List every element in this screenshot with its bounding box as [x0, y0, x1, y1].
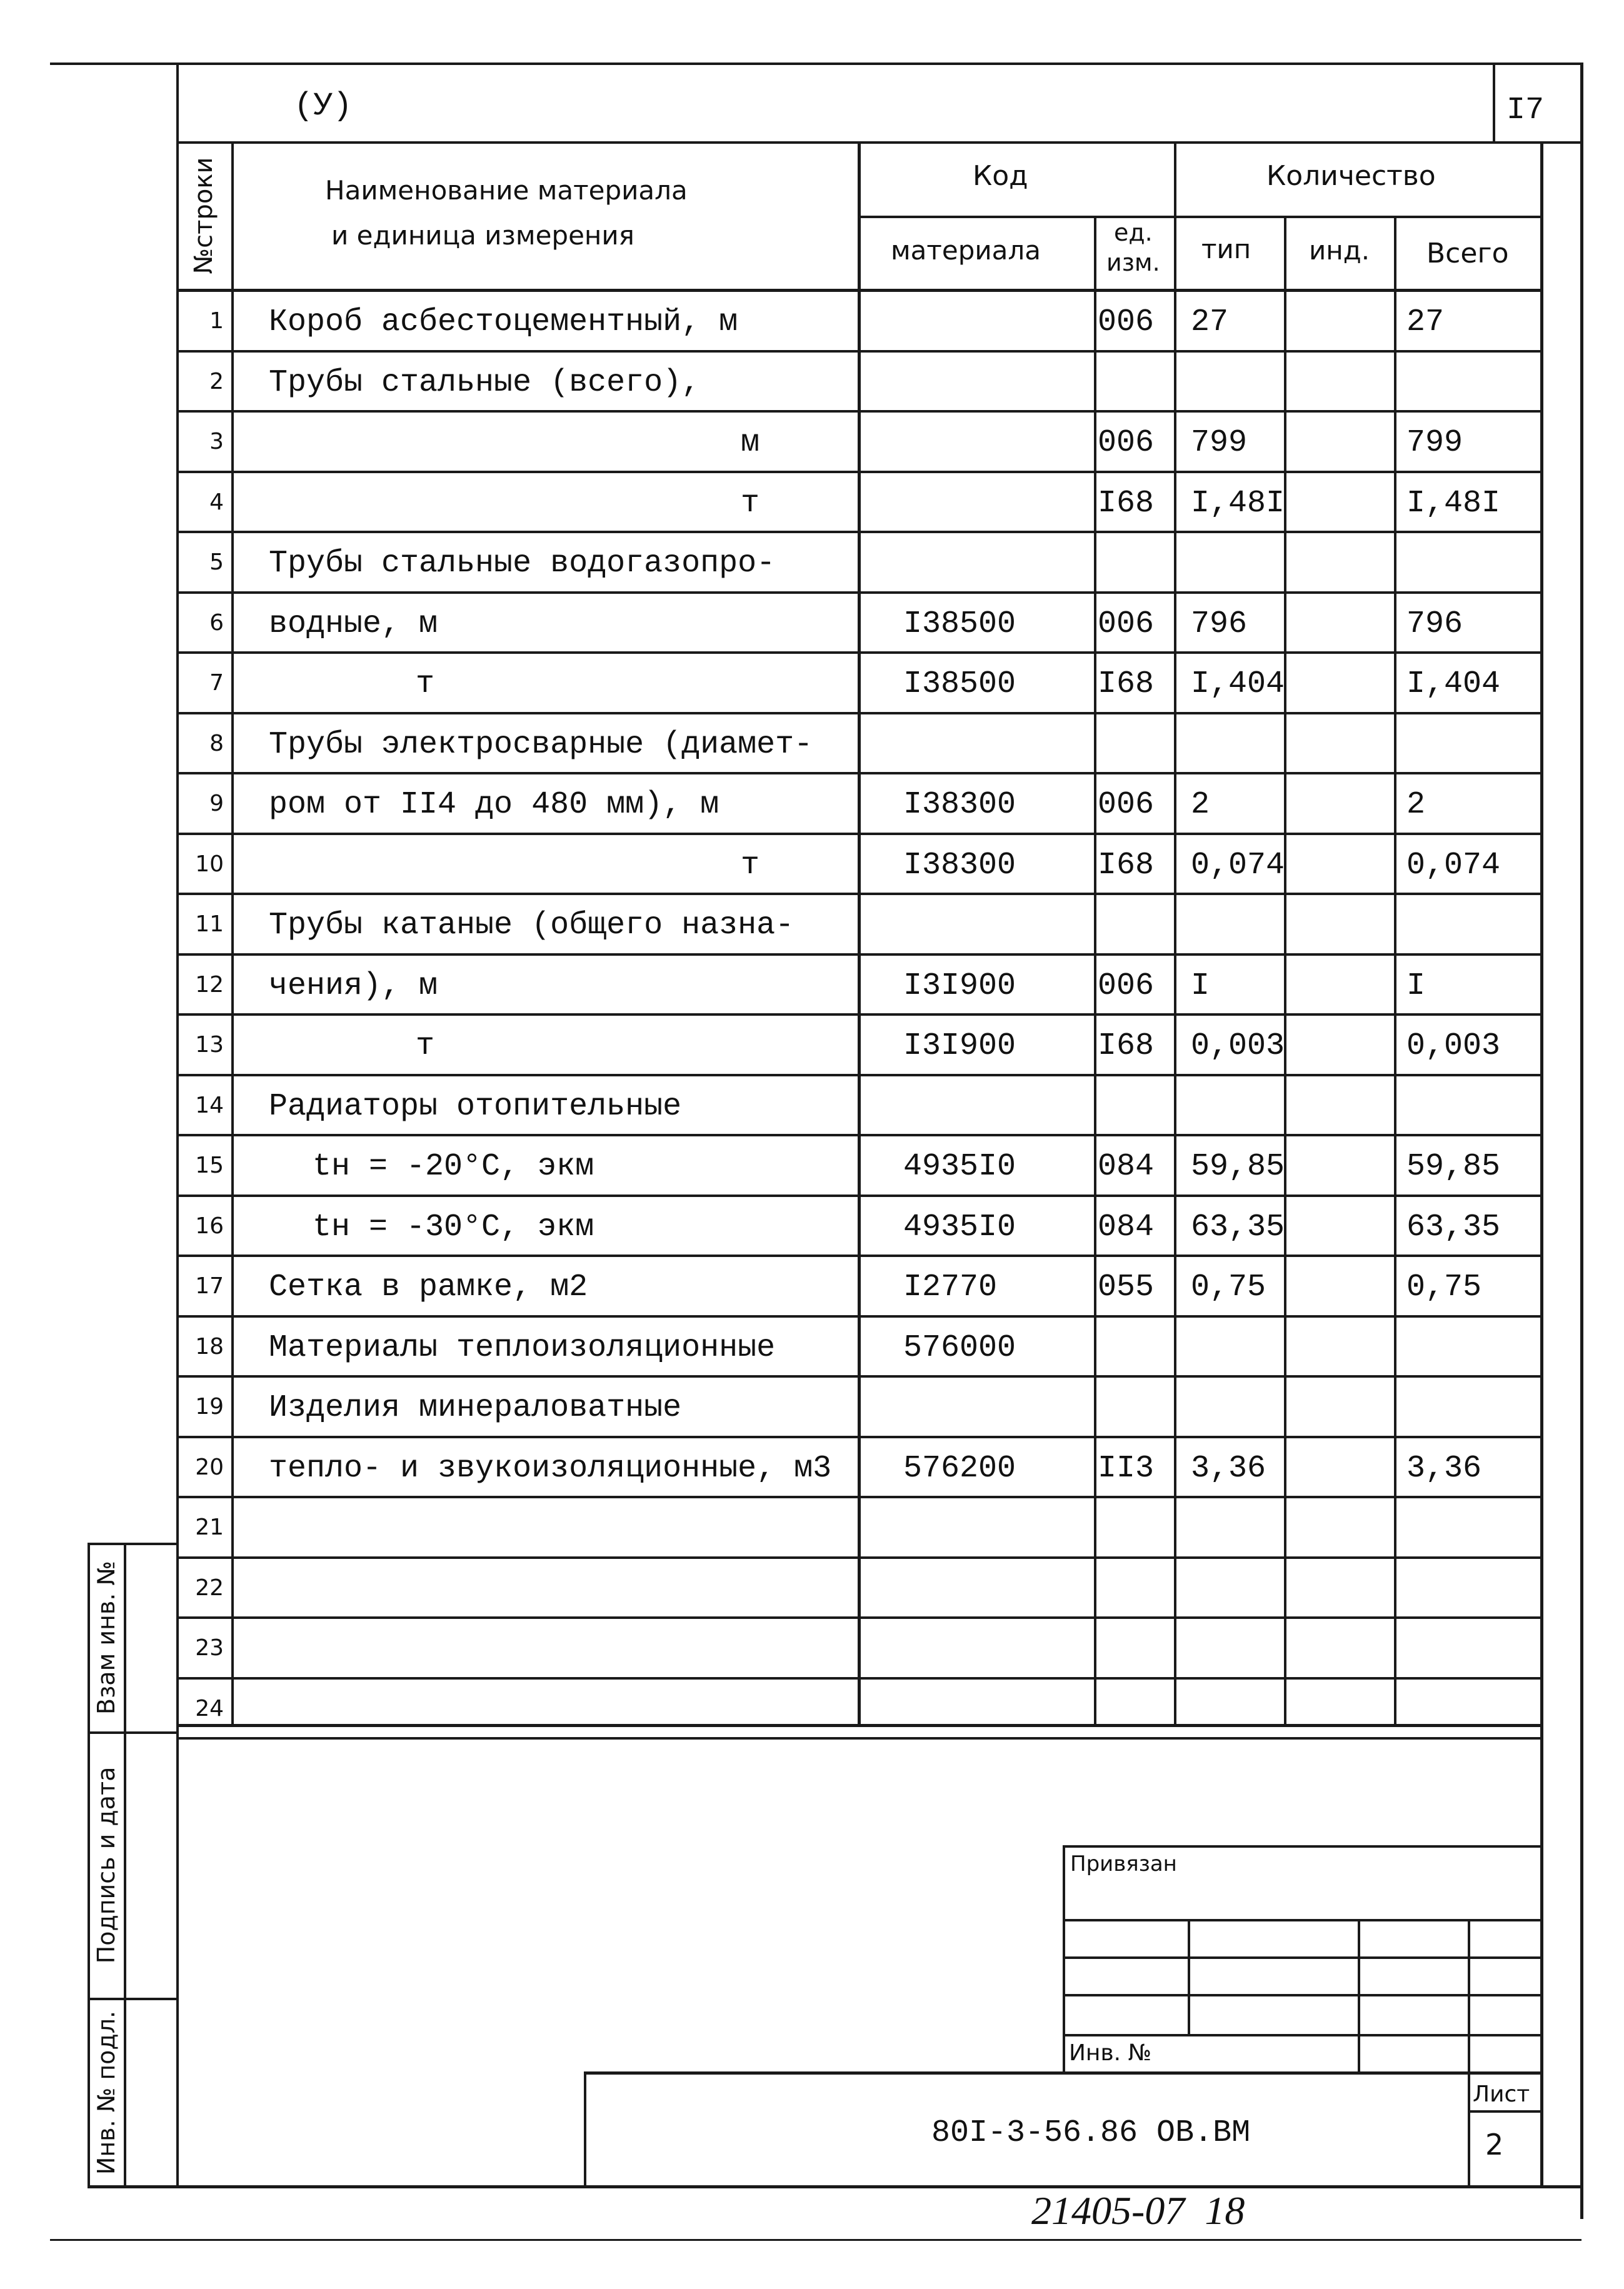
row-rule	[176, 1134, 1543, 1136]
row-number: 10	[195, 851, 224, 877]
row-number: 5	[209, 549, 224, 575]
stamp-grid-2	[1063, 1956, 1543, 1959]
row-number: 4	[209, 489, 224, 515]
row-unit: 006	[1098, 968, 1155, 1004]
privyazan-left	[1063, 1845, 1065, 2074]
header-code: Код	[973, 160, 1028, 192]
col-line-unit	[1174, 141, 1176, 1725]
page-top-rule	[50, 63, 1581, 65]
row-code: I3I900	[903, 1028, 1016, 1064]
row-number: 6	[209, 610, 224, 636]
header-quantity: Количество	[1266, 160, 1436, 192]
row-number: 20	[195, 1455, 224, 1480]
row-total: 796	[1406, 606, 1463, 642]
stamp-grid-v1	[1188, 1919, 1190, 2035]
row-name: т	[416, 1028, 435, 1064]
header-type: тип	[1201, 234, 1251, 264]
margin-col-left	[88, 1543, 90, 2188]
row-total: 27	[1406, 304, 1445, 340]
sheet-num-box-left	[1493, 63, 1495, 143]
col-line-right	[1540, 141, 1543, 1725]
corner-mark: (У)	[294, 88, 353, 124]
header-mid-line	[859, 216, 1543, 218]
row-type: I,404	[1191, 666, 1285, 702]
row-rule	[176, 1255, 1543, 1257]
row-type: 59,85	[1191, 1149, 1285, 1185]
row-number: 19	[195, 1394, 224, 1420]
row-rule	[176, 1556, 1543, 1559]
row-number: 7	[209, 670, 224, 696]
row-code: 4935I0	[903, 1149, 1016, 1185]
row-code: I2770	[903, 1270, 998, 1305]
row-name: т	[740, 848, 759, 883]
row-rule	[176, 350, 1543, 353]
row-number: 12	[195, 972, 224, 998]
row-name: водные, м	[269, 606, 438, 642]
stamp-grid-1	[1063, 1919, 1543, 1921]
margin-vzam-label: Взам инв. №	[93, 1561, 120, 1715]
row-code: I3I900	[903, 968, 1016, 1004]
row-name: Короб асбестоцементный, м	[269, 304, 738, 340]
row-number: 16	[195, 1213, 224, 1239]
frame-left	[176, 63, 179, 2188]
stamp-top-line	[176, 1724, 1543, 1727]
header-total: Всего	[1426, 238, 1509, 269]
row-unit: II3	[1098, 1451, 1155, 1486]
row-unit: I68	[1098, 1028, 1155, 1064]
row-type: 63,35	[1191, 1210, 1285, 1245]
row-rule	[176, 1436, 1543, 1438]
row-rule	[176, 1315, 1543, 1318]
col-line-rowno	[231, 141, 234, 1725]
row-name: Изделия минераловатные	[269, 1390, 682, 1426]
row-number: 8	[209, 731, 224, 756]
row-type: 3,36	[1191, 1451, 1266, 1486]
row-unit: 084	[1098, 1210, 1155, 1245]
docblock-top	[584, 2071, 1543, 2075]
row-rule	[176, 591, 1543, 594]
row-type: 0,75	[1191, 1270, 1266, 1305]
frame-bottom	[88, 2185, 1583, 2188]
row-rule	[176, 1195, 1543, 1197]
row-total: 799	[1406, 425, 1463, 461]
row-rule	[176, 893, 1543, 895]
row-rule	[176, 772, 1543, 774]
row-code: I38300	[903, 848, 1016, 883]
stamp-right-line	[1540, 1724, 1543, 2188]
sheet-label-line	[1468, 2110, 1543, 2113]
row-total: 0,75	[1406, 1270, 1482, 1305]
row-type: 796	[1191, 606, 1248, 642]
row-number: 2	[209, 369, 224, 394]
row-number: 23	[195, 1635, 224, 1661]
stamp-grid-3	[1063, 1994, 1543, 1996]
footer-handwritten-number: 21405-07 18	[1031, 2188, 1245, 2233]
header-unit-line1: ед.	[1114, 219, 1153, 246]
document-code: 80I-3-56.86 ОВ.ВМ	[931, 2115, 1251, 2151]
row-total: 3,36	[1406, 1451, 1482, 1486]
row-rule	[176, 712, 1543, 714]
row-rule	[176, 1375, 1543, 1378]
row-number: 21	[195, 1515, 224, 1540]
row-unit: I68	[1098, 666, 1155, 702]
row-unit: 084	[1098, 1149, 1155, 1185]
margin-top-line	[88, 1543, 179, 1545]
row-rule	[176, 1616, 1543, 1619]
row-number: 14	[195, 1093, 224, 1118]
row-rule	[176, 1677, 1543, 1680]
row-name: Трубы катаные (общего назна-	[269, 908, 794, 943]
privyazan-top	[1063, 1845, 1543, 1848]
row-unit: 055	[1098, 1270, 1155, 1305]
inv-no-label: Инв. №	[1069, 2040, 1152, 2066]
row-number: 18	[195, 1334, 224, 1360]
col-line-type	[1284, 216, 1286, 1725]
row-type: 2	[1191, 787, 1210, 823]
row-code: 576000	[903, 1330, 1016, 1366]
row-unit: I68	[1098, 486, 1155, 521]
row-type: 0,074	[1191, 848, 1285, 883]
header-name-line1: Наименование материала	[325, 175, 688, 206]
row-name: Трубы стальные водогазопро-	[269, 546, 776, 581]
row-total: I,48I	[1406, 486, 1501, 521]
header-ind: инд.	[1309, 235, 1370, 266]
sheet-label: Лист	[1473, 2081, 1530, 2107]
row-name: тепло- и звукоизоляционные, м3	[269, 1451, 832, 1486]
docblock-left	[584, 2071, 586, 2188]
row-rule	[176, 410, 1543, 413]
row-number: 24	[195, 1696, 224, 1721]
row-name: т	[740, 486, 759, 521]
row-name: Радиаторы отопительные	[269, 1089, 682, 1124]
row-type: 27	[1191, 304, 1229, 340]
row-total: I,404	[1406, 666, 1501, 702]
row-rule	[176, 953, 1543, 956]
row-number: 22	[195, 1575, 224, 1601]
header-material: материала	[891, 235, 1041, 266]
row-number: 11	[195, 911, 224, 937]
row-total: 0,003	[1406, 1028, 1501, 1064]
header-name-line2: и единица измерения	[331, 220, 634, 251]
row-number: 1	[209, 308, 224, 334]
row-rule	[176, 471, 1543, 473]
row-name: т	[416, 666, 435, 702]
row-name: tн = -20°С, экм	[313, 1149, 594, 1185]
header-unit-line2: изм.	[1106, 249, 1160, 276]
row-unit: 006	[1098, 304, 1155, 340]
row-type: I,48I	[1191, 486, 1285, 521]
row-code: 4935I0	[903, 1210, 1016, 1245]
row-name: м	[740, 425, 759, 461]
row-number: 17	[195, 1273, 224, 1299]
stamp-grid-v3	[1468, 1919, 1470, 2188]
margin-line-1	[88, 1731, 179, 1734]
row-rule	[176, 531, 1543, 533]
page-bottom-rule	[50, 2239, 1581, 2241]
row-code: I38500	[903, 666, 1016, 702]
header-row-no: №строки	[189, 157, 218, 274]
frame-right	[1580, 63, 1583, 2219]
row-number: 9	[209, 791, 224, 816]
row-name: Трубы стальные (всего),	[269, 365, 701, 401]
row-rule	[176, 1496, 1543, 1498]
row-type: 0,003	[1191, 1028, 1285, 1064]
row-code: I38500	[903, 606, 1016, 642]
row-name: Материалы теплоизоляционные	[269, 1330, 776, 1366]
margin-col-mid	[124, 1543, 126, 2188]
row-rule	[176, 1074, 1543, 1076]
stamp-grid-4	[1063, 2034, 1543, 2036]
row-unit: 006	[1098, 787, 1155, 823]
row-code: 576200	[903, 1451, 1016, 1486]
row-unit: 006	[1098, 606, 1155, 642]
margin-inv-label: Инв. № подл.	[93, 2010, 120, 2175]
sheet-top-number: I7	[1506, 93, 1545, 128]
row-total: 59,85	[1406, 1149, 1501, 1185]
privyazan-label: Привязан	[1070, 1851, 1177, 1876]
row-unit: I68	[1098, 848, 1155, 883]
margin-line-2	[88, 1998, 179, 2000]
row-number: 15	[195, 1153, 224, 1178]
row-name: ром от II4 до 480 мм), м	[269, 787, 719, 823]
row-rule	[176, 833, 1543, 835]
sheet-number: 2	[1485, 2128, 1504, 2161]
row-number: 13	[195, 1032, 224, 1058]
row-total: 2	[1406, 787, 1426, 823]
row-name: tн = -30°С, экм	[313, 1210, 594, 1245]
row-rule	[176, 1737, 1543, 1740]
row-rule	[176, 651, 1543, 654]
row-total: 0,074	[1406, 848, 1501, 883]
row-name: чения), м	[269, 968, 438, 1004]
col-line-code	[1094, 216, 1096, 1725]
row-type: I	[1191, 968, 1210, 1004]
row-total: I	[1406, 968, 1426, 1004]
col-line-ind	[1394, 216, 1396, 1725]
row-total: 63,35	[1406, 1210, 1501, 1245]
row-type: 799	[1191, 425, 1248, 461]
margin-sign-label: Подпись и дата	[93, 1766, 120, 1964]
col-line-name	[858, 141, 861, 1725]
row-code: I38300	[903, 787, 1016, 823]
row-unit: 006	[1098, 425, 1155, 461]
row-name: Сетка в рамке, м2	[269, 1270, 588, 1305]
row-name: Трубы электросварные (диамет-	[269, 727, 813, 763]
row-rule	[176, 1013, 1543, 1016]
row-number: 3	[209, 429, 224, 454]
stamp-grid-v2	[1358, 1919, 1360, 2074]
